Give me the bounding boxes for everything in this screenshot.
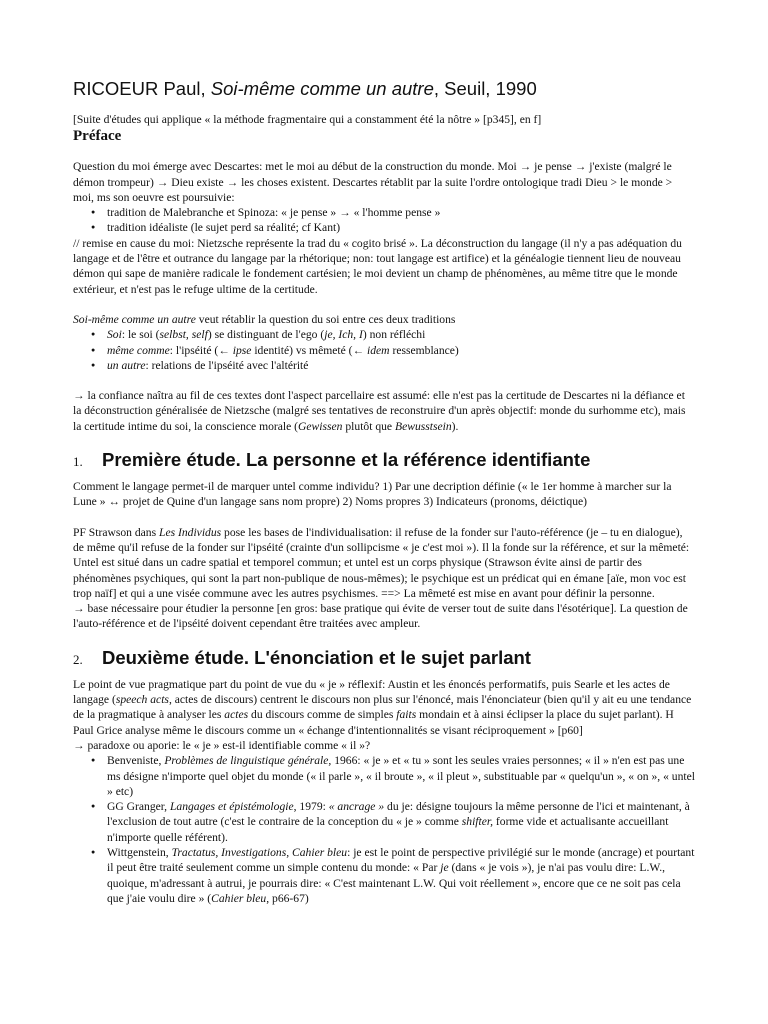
section-2-heading: 2. Deuxième étude. L'énonciation et le sujet parlant <box>73 646 531 668</box>
section-2-bullet-list <box>73 753 695 906</box>
section-1-heading: 1. Première étude. La personne et la référence identifiante <box>73 449 591 471</box>
preface-bullet-list-1 <box>73 205 695 236</box>
preface-paragraph-2: // remise en cause du moi: Nietzsche représente la trad du « cogito brisé ». La déconstruction du langage (il n'y a pas adéquation du langage et de l'être et outrance du langage par la rhétorique; non: tout langage est artifice) et la généalogie tiennent lieu de nouveau démon qui sape de manière radicale le fondement cartésien; le moi devient un champ de phénomènes, au même titre que le monde extérieur, et n'est pas le refuge ultime de la certitude. <box>73 236 682 296</box>
title-author: RICOEUR Paul, <box>73 78 211 99</box>
title-publisher: , Seuil, 1990 <box>433 78 537 99</box>
list-item: ● Wittgenstein, Tractatus, Investigations, Cahier bleu: je est le point de perspective privilégié sur le monde (ancrage) et pourtant il peut être traité seulement comme un simple contenu du monde: « Par je (dans « je vois »), je n'ai pas voulu dire: L.W., quoique, m'adressant à autrui, je pourrais dire: « C'est maintenant L.W. Qui voit réellement », encore que ce ne soit pas cela que j'aie voulu dire » (Cahier bleu, p66-67) <box>93 845 695 906</box>
preface-paragraph-4: → la confiance naîtra au fil de ces textes dont l'aspect parcellaire est assumé: elle n'est pas la certitude de Descartes ni la défiance et la déconstruction généralisée de Nietzsche (malgré ses tentatives de reconstruire d'un après objectif: monde du surhomme etc), mais la certitude intime du soi, la conscience morale (Gewissen plutôt que Bewusstsein). <box>73 389 686 433</box>
title-book: Soi-même comme un autre <box>210 78 434 99</box>
list-item: ● Benveniste, Problèmes de linguistique générale, 1966: « je » et « tu » sont les seules vraies personnes; « il » n'en est pas une ms désigne n'importe quel objet du monde (« il parle », « il broute », « il pleut », substituable par « quelqu'un », « on », « untel » etc) <box>93 753 695 799</box>
section-1-paragraph-1: Comment le langage permet-il de marquer untel comme individu? 1) Par une decription définie (« le 1er homme à marcher sur la Lune » ↔ projet de Quine d'un langage sans nom propre) 2) Noms propres 3) Indicateurs (pronoms, déictique) <box>73 480 672 509</box>
preface-bullet-list-2 <box>73 327 695 373</box>
list-item: ● GG Granger, Langages et épistémologie, 1979: « ancrage » du je: désigne toujours la même personne de l'ici et maintenant, à l'exclusion de tout autre (c'est le contraire de la conception du « je » comme shifter, forme vide et actualisante accueillant n'importe quelle référent). <box>93 799 695 845</box>
list-item: ● tradition de Malebranche et Spinoza: « je pense » → « l'homme pense » <box>93 205 695 220</box>
preface-heading: Préface <box>73 128 122 145</box>
document-title <box>73 78 695 100</box>
document-page <box>73 78 695 906</box>
list-item: ● même comme: l'ipséité (← ipse identité) vs mêmeté (← idem ressemblance) <box>93 343 695 358</box>
preface-paragraph-1: Question du moi émerge avec Descartes: met le moi au début de la construction du monde. Moi → je pense → j'existe (malgré le démon trompeur) → Dieu existe → les choses existent. Descartes rétablit par la suite l'ordre ontologique tradi Dieu > le monde > moi, ms son oeuvre est poursuivie: <box>73 160 673 204</box>
list-item: ● Soi: le soi (selbst, self) se distinguant de l'ego (je, Ich, I) non réfléchi <box>93 327 695 342</box>
section-1-paragraph-2: PF Strawson dans Les Individus pose les bases de l'individualisation: il refuse de la fonder sur l'auto-référence (je – tu en dialogue), de même qu'il refuse de la fonder sur l'ipséité (crainte d'un sollipcisme « je c'est moi »). Il la fonde sur la référence, et sur la mêmeté: Untel est situé dans un cadre spatial et temporel commun; et untel est un corps physique (Strawson évite ainsi de partir des phénomènes psychiques, qui sont la part non-publique de nous-mêmes); le psychique est un prédicat qui en émane [aïe, mon voc est trop naïf] et qui a une visée commune avec les autres psychismes. ==> La mêmeté est mise en avant pour définir la personne. <box>73 525 690 600</box>
section-2-paragraph-1: Le point de vue pragmatique part du point de vue du « je » réflexif: Austin et les énoncés performatifs, puis Searle et les actes de langage (speech acts, actes de discours) centrent le discours non plus sur l'énoncé, mais l'énonciateur (bien qu'il y ait eu une tendance de la pragmatique à analyser les actes du discours comme de simples faits mondain et à ainsi éclipser la place du sujet parlant). H Paul Grice analyse même le discours comme un « échange d'intentionnalités se visant réciproquement » [p60] <box>73 677 692 737</box>
section-number: 1. <box>73 454 83 470</box>
intro-note: [Suite d'études qui applique « la méthode fragmentaire qui a constamment été la nôtre » [p345], en f] <box>73 113 542 126</box>
preface-paragraph-3: Soi-même comme un autre veut rétablir la question du soi entre ces deux traditions <box>73 312 456 326</box>
section-1-paragraph-3: → base nécessaire pour étudier la personne [en gros: base pratique qui évite de verser tout de suite dans l'ésotérique]. La question de l'auto-référence et de l'ipséité doivent cependant être traitées avec ampleur. <box>73 602 688 631</box>
section-2-paragraph-2: → paradoxe ou aporie: le « je » est-il identifiable comme « il »? <box>73 738 371 752</box>
list-item: ● un autre: relations de l'ipséité avec l'altérité <box>93 358 695 373</box>
list-item: ● tradition idéaliste (le sujet perd sa réalité; cf Kant) <box>93 220 695 235</box>
section-number: 2. <box>73 651 83 667</box>
